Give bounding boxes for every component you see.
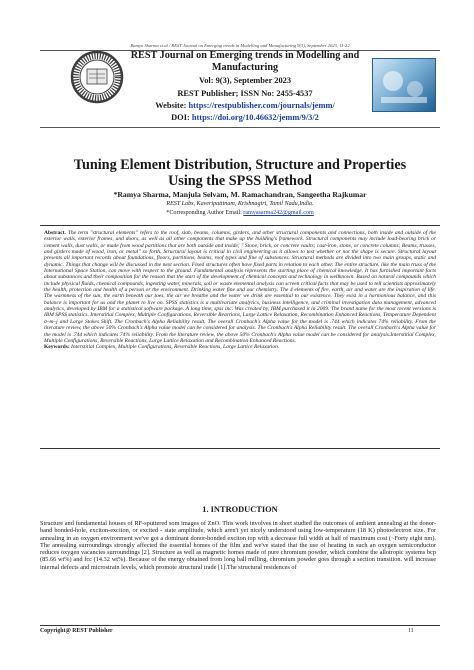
volume-line: Vol: 9(3), September 2023 <box>198 76 292 85</box>
publisher-issn-line: REST Publisher; ISSN No: 2455-4537 <box>177 89 313 98</box>
abstract-box <box>40 225 440 449</box>
doi-line <box>120 113 370 122</box>
website-label: Website: <box>155 101 189 110</box>
corresponding-label: *Corresponding Author Email: <box>166 210 244 216</box>
affiliation: REST Labs, Kaveripattinam, Krishnagiri, Tamil Nadu,India. <box>166 201 314 207</box>
corresponding-author <box>40 210 440 216</box>
publisher-seal-logo <box>70 50 124 104</box>
journal-cover-image <box>372 58 436 112</box>
keywords <box>44 344 436 350</box>
footer-copyright: Copyright@ REST Publisher <box>40 628 113 634</box>
keywords-text: Interstitial Complex, Multiple Configurations, Reversible Reactions, Large Lattice Relaxation. <box>69 344 280 351</box>
footer-rule <box>40 625 440 626</box>
journal-name-line2: Manufacturing <box>211 62 279 73</box>
author-list: *Ramya Sharma, Manjula Selvam, M. Ramachandran, Sangeetha Rajkumar <box>113 190 367 199</box>
website-line <box>120 101 370 110</box>
header-rule-bottom <box>40 127 440 128</box>
doi-label: DOI: <box>171 113 192 122</box>
paper-title <box>40 158 440 189</box>
corresponding-email-link[interactable]: ramyasarma242@gmail.com <box>243 210 314 216</box>
journal-name-line1: REST Journal on Emerging trends in Modelling and <box>130 50 360 61</box>
title-line2: Using the SPSS Method <box>168 172 312 189</box>
title-line1: Tuning Element Distribution, Structure and Properties <box>73 157 407 173</box>
website-link[interactable]: https://restpublisher.com/journals/jemm/ <box>188 101 335 110</box>
abstract-text: The term "structural elements" refers to the roof, slab, beams, columns, girders, and other structural components and connections, both inside and outside of the exterior walls, exterior frames, and doors, as well as all other components that make up the building's framework. Structural components may include load-bearing brick or cement walls, dust walls, or made from wood partitions that are both outside and inside; " Stone, brick, or concrete vaults; cast-iron, stone, or concrete columns; Beams, trusses, and girders made of wood, iron, or metal" so forth. Structural layout is critical in civil engineering as it allows to test whether or not the shape is secure. Structural layout presents all important records about foundations, floors, partitions, beams, roof types and fine of substances. Structural methods are divided into two main groups, static and dynamic. Things that change will be discussed in the next section. Fixed structures often have fixed parts in relation to each other. The entire structure, like the main truss of the International Space Station, can move with respect to the ground. Fundamental analysis represents the starting place of chemical knowledge. It has furnished important facts about substances and their composition for the reason that the start of the development of chemical concepts and technology in wellknown. Based on natural compounds which include physical fluids, chemical compounds, ingesting water, minerals, soil or waste elemental analysis can screen critical facts that may be used to tell scientists approximately the health, protection and health of a person or the environment. Drinking water fine and our chemistry. The 4 elements of fire, earth, air and water are the inspiration of life. The warmness of the sun, the earth beneath our toes, the air we breathe and the water we drink are essential to our existence. They exist in a harmonious balance, and this balance is important for us and the planet to live on. SPSS statistics is a multivariate analytics, business intelligence, and criminal investigation data management, advanced analytics, developed by IBM for a statistical software package. A long time, spss inc. Was created by, IBM purchased it in 2009. The brand name for the most recent versions is IBM SPSS statistics. Interstitial Complex, Multiple Configurations, Reversible Reactions, Large Lattice Relaxation, Recombination Enhanced Reactions, Temperature Dependent σ–m–j and Large Stokes Shift. The Cronbach's Alpha Reliability result. The overall Cronbach's Alpha value for the model is .744 which indicates 74% reliability. From the literature review, the above 50% Cronbach's Alpha value model can be considered for analysis. The Cronbach's Alpha Reliability result. The overall Cronbach's Alpha value for the model is .744 which indicates 74% reliability. From the literature review, the above 50% Cronbach's Alpha value model can be considered for analysis.Interstitial Complex, Multiple Configurations, Reversible Reactions, Large Lattice Relaxation and Recombination Enhanced Reactions. <box>44 230 436 344</box>
page-number: 11 <box>408 628 414 634</box>
keywords-label: Keywords: <box>44 344 70 351</box>
abstract-label: Abstract. <box>44 230 66 236</box>
doi-link[interactable]: https://doi.org/10.46632/jemm/9/3/2 <box>191 113 319 122</box>
running-head: Ramya Sharma et.al / REST Journal on Emerging trends in Modelling and Manufacturing 9(3), September 2023, 11-22 <box>130 43 350 48</box>
journal-name <box>120 50 370 74</box>
section-heading-introduction: 1. INTRODUCTION <box>202 505 278 514</box>
introduction-text: Structure and fundamental houses of RF-sputtered som images of ZnO. This work involves in short studied the outcomes of ambient annealing at the donor-band bonded-hole, exciton-exciton, or excited - state amplitude, which aren't yet nicely understood using low-temperature (18 K) photoelectron size. For annealing in an oxygen environment we've got a dominant donor-bonded exciton top with a decrease full width at half of maximum cost (~Forty eight nm). The annealing surroundings strongly affected the essential homes of the film and we've stated that the use of heating in such an oxygen semiconductor reduces oxygen vacancies surroundings [2]. Structure as well as magnetic homes made of pure chromium powder, which combine the allotropic systems bcp (85.66 wt%) and fcc (14.32 wt%). Because of the energy obtained from long ball milling, chromium powder goes through a section transition. will increase internal defects and microstrain levels, which promote structural trade [1].The structural residences of <box>40 520 436 571</box>
abstract-paragraph <box>44 230 436 344</box>
